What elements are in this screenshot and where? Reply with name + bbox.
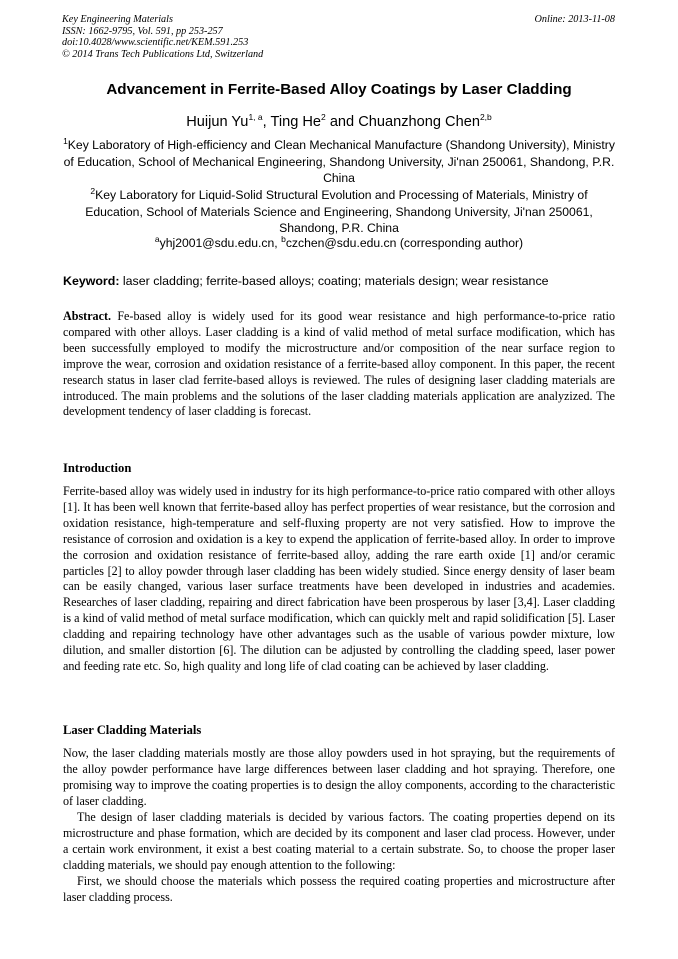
- laser-cladding-materials-heading: Laser Cladding Materials: [63, 723, 202, 737]
- email-a-marker: a: [154, 233, 160, 244]
- author-list: [40, 114, 638, 130]
- abstract: [63, 309, 615, 420]
- author-3-superscript: 2,b: [479, 112, 492, 123]
- affiliation-1-text: Key Laboratory of High-efficiency and Clean Mechanical Manufacture (Shandong University), Ministry of Education, School of Mechanical Engineering, Shandong University, Ji'nan 250061, Shandong, P.R. China: [63, 138, 615, 186]
- laser-cladding-paragraph-2: The design of laser cladding materials is decided by various factors. The coating properties depend on its microstructure and phase formation, which are decided by its component and laser clad process. However, under a certain work environment, it exist a best coating material to a certain substrate. So, to choose the proper laser cladding materials, we should pay enough attention to the following:: [63, 810, 615, 872]
- author-emails: [60, 233, 618, 250]
- abstract-label: Abstract.: [63, 309, 112, 323]
- keywords-text: laser cladding; ferrite-based alloys; coating; materials design; wear resistance: [119, 274, 549, 288]
- email-b: czchen@sdu.edu.cn (corresponding author): [285, 236, 524, 250]
- laser-cladding-paragraph-1: Now, the laser cladding materials mostly are those alloy powders used in hot spraying, but the requirements of the alloy powder performance have large differences between laser cladding and hot spraying. Therefore, one promising way to improve the coating properties is to design the alloy components, according to the characteristic of laser cladding.: [63, 746, 615, 808]
- doi-line: doi:10.4028/www.scientific.net/KEM.591.253: [62, 37, 249, 49]
- introduction-paragraph: Ferrite-based alloy was widely used in industry for its high performance-to-price ratio compared with other alloys [1]. It has been well known that ferrite-based alloy has perfect properties of wear resistance, but the corrosion and oxidation resistance, high-temperature and self-fluxing property are not very satisfied. How to improve the resistance of corrosion and oxidation is a key to expend the application of ferrite-based alloy. In order to improve the corrosion and oxidation resistance of ferrite-based alloy, adding the rare earth oxide [1] and/or ceramic particles [2] to alloy powder through laser cladding has been widely studied. Since energy density of laser beam can be easily changed, various laser surface treatments have been developed in industries and academies. Researches of laser cladding, repairing and direct fabrication have been prosperous by laser [3,4]. Laser cladding is a kind of valid method of metal surface modification, which can quickly melt and rapid solidification [5]. Laser cladding and repairing technology have other advantages such as the usable of various powder mixture, low dilution, and smaller distortion [6]. The dilution can be adjusted by controlling the cladding speed, laser power and feeding rate etc. So, high quality and long life of clad coating can be achieved by laser cladding.: [63, 484, 615, 673]
- journal-name: Key Engineering Materials: [62, 14, 173, 25]
- author-1-superscript: 1, a: [248, 112, 263, 123]
- author-2-superscript: 2: [321, 112, 326, 123]
- copyright-line: © 2014 Trans Tech Publications Ltd, Switzerland: [62, 48, 264, 60]
- online-date: Online: 2013-11-08: [534, 14, 615, 25]
- affiliation-2: [60, 187, 618, 237]
- affiliation-2-marker: 2: [90, 185, 96, 196]
- issn-line: ISSN: 1662-9795, Vol. 591, pp 253-257: [62, 25, 223, 37]
- journal-header: [62, 14, 263, 60]
- affiliation-1-marker: 1: [63, 135, 68, 146]
- paper-title: Advancement in Ferrite-Based Alloy Coatings by Laser Cladding: [106, 81, 572, 98]
- introduction-heading: Introduction: [63, 461, 132, 475]
- keywords: [63, 274, 623, 288]
- email-b-marker: b: [281, 233, 286, 244]
- affiliation-1: [60, 137, 618, 187]
- author-1: Huijun Yu: [186, 114, 249, 130]
- author-2: , Ting He: [262, 114, 322, 130]
- abstract-text: Fe-based alloy is widely used for its good wear resistance and high performance-to-price ratio compared with other alloys. Laser cladding is a kind of valid method of metal surface modification, which has been successfully employed to modify the microstructure and/or composition of the near surface region to improve the wear, corrosion and oxidation resistance of a ferrite-based alloy component. In this paper, the recent research status in laser clad ferrite-based alloys is reviewed. The rules of designing laser cladding materials are introduced. The main problems and the solutions of the laser cladding materials application are analyzized. The development tendency of laser cladding is forecast.: [63, 309, 615, 419]
- keywords-label: Keyword:: [63, 274, 120, 288]
- author-3: and Chuanzhong Chen: [325, 114, 480, 130]
- affiliation-2-text: Key Laboratory for Liquid-Solid Structural Evolution and Processing of Materials, Ministry of Education, School of Materials Science and Engineering, Shandong University, Ji'nan 250061, Shandong, P.R. China: [85, 188, 593, 236]
- email-a: yhj2001@sdu.edu.cn,: [159, 236, 282, 250]
- laser-cladding-paragraph-3: First, we should choose the materials which possess the required coating properties and microstructure after laser cladding process.: [63, 874, 615, 904]
